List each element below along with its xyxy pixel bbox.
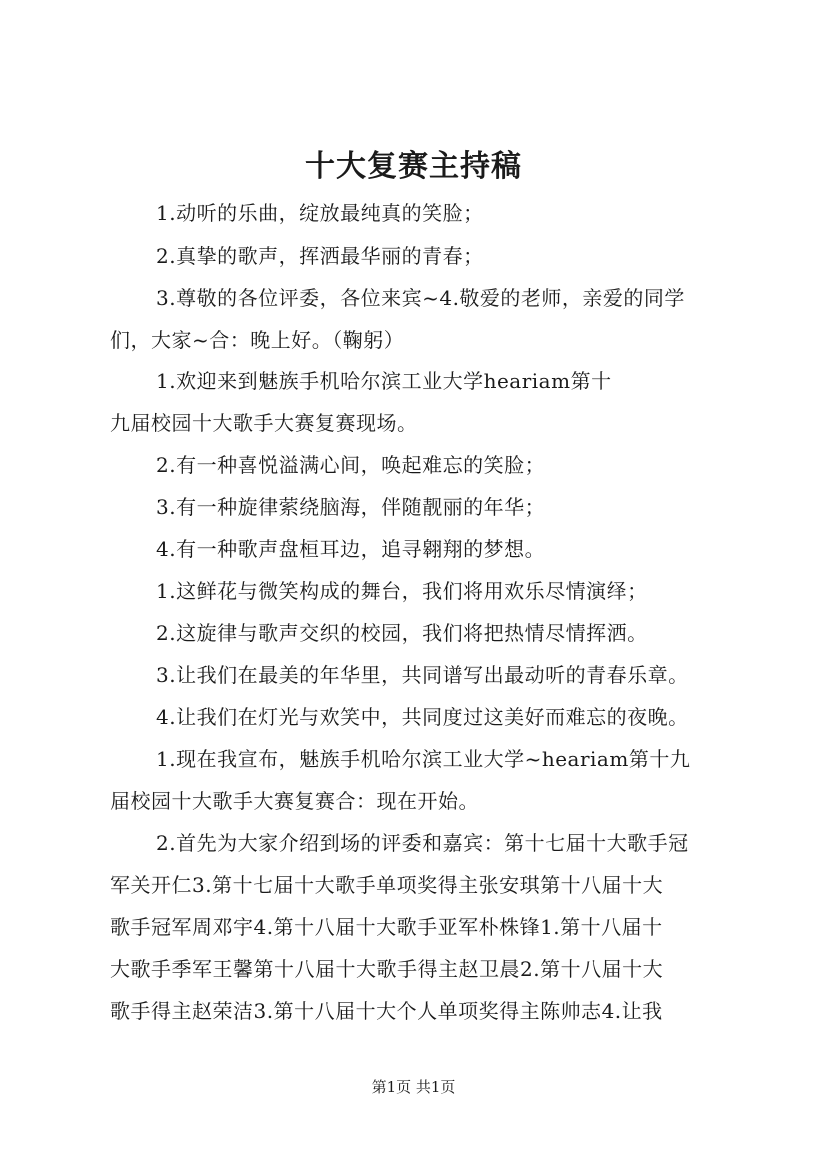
text-line: 4.让我们在灯光与欢笑中，共同度过这美好而难忘的夜晚。 [156, 705, 689, 729]
text-line: 3.尊敬的各位评委，各位来宾~4.敬爱的老师，亲爱的同学 [156, 286, 685, 310]
text-line: 1.现在我宣布，魅族手机哈尔滨工业大学~heariam第十九 [156, 747, 691, 771]
text-line: 九届校园十大歌手大赛复赛现场。 [110, 411, 418, 435]
text-line: 1.欢迎来到魅族手机哈尔滨工业大学heariam第十 [156, 369, 612, 393]
text-line: 届校园十大歌手大赛复赛合：现在开始。 [110, 789, 479, 813]
text-line: 大歌手季军王馨第十八届十大歌手得主赵卫晨2.第十八届十大 [110, 957, 664, 981]
text-line: 军关开仁3.第十七届十大歌手单项奖得主张安琪第十八届十大 [110, 873, 664, 897]
text-line: 歌手冠军周邓宇4.第十八届十大歌手亚军朴株锋1.第十八届十 [110, 915, 663, 939]
text-line: 2.这旋律与歌声交织的校园，我们将把热情尽情挥洒。 [156, 621, 648, 645]
text-line: 3.有一种旋律萦绕脑海，伴随靓丽的年华； [156, 495, 546, 519]
document-title: 十大复赛主持稿 [305, 149, 522, 184]
text-line: 1.动听的乐曲，绽放最纯真的笑脸； [156, 201, 484, 225]
text-line: 们，大家~合：晚上好。（鞠躬） [110, 328, 405, 352]
text-line: 4.有一种歌声盘桓耳边，追寻翱翔的梦想。 [156, 537, 546, 561]
text-line: 2.真挚的歌声，挥洒最华丽的青春； [156, 244, 484, 268]
text-line: 1.这鲜花与微笑构成的舞台，我们将用欢乐尽情演绎； [156, 579, 648, 603]
text-line: 2.首先为大家介绍到场的评委和嘉宾：第十七届十大歌手冠 [156, 831, 689, 855]
text-line: 3.让我们在最美的年华里，共同谱写出最动听的青春乐章。 [156, 663, 689, 687]
text-line: 2.有一种喜悦溢满心间，唤起难忘的笑脸； [156, 453, 546, 477]
text-line: 歌手得主赵荣洁3.第十八届十大个人单项奖得主陈帅志4.让我 [110, 999, 663, 1023]
page-footer: 第1页 共1页 [371, 1078, 456, 1096]
